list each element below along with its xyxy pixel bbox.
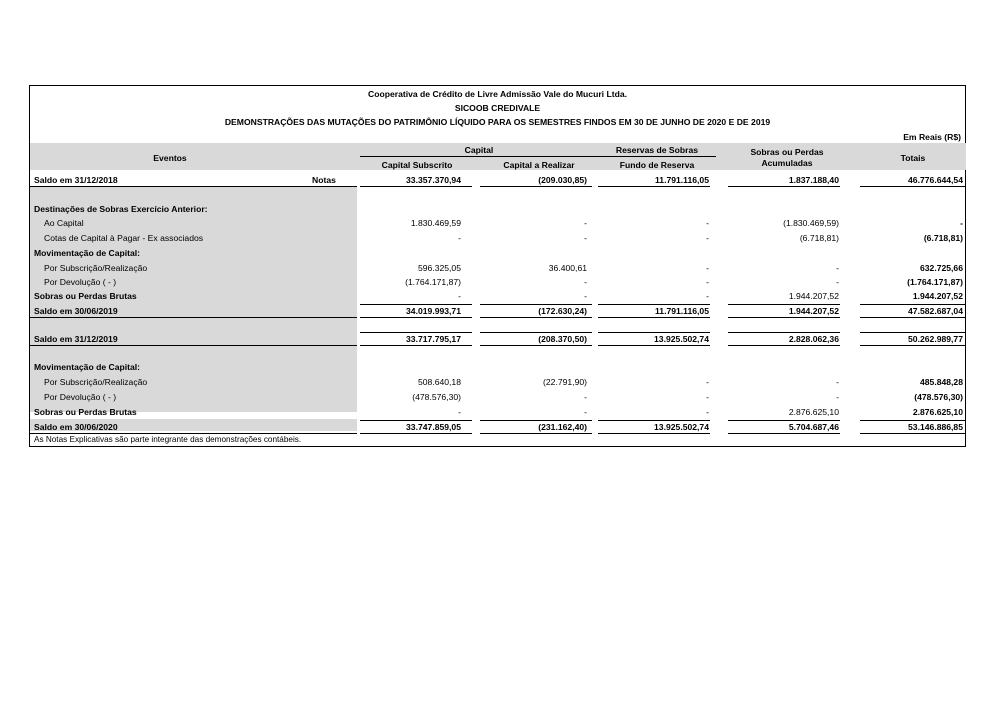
total-underline [728,345,840,346]
row-value: - [584,291,587,301]
row-value: 46.776.644,54 [908,175,963,185]
row-value: - [458,233,461,243]
total-underline [360,317,472,318]
row-value: 2.828.062,36 [788,334,839,344]
row-value: - [706,277,709,287]
row-value: (209.030,85) [538,175,587,185]
row-label: Por Devolução ( - ) [44,277,117,287]
row-label: Destinações de Sobras Exercício Anterior: [34,204,208,214]
total-underline [860,317,966,318]
total-overline [860,304,966,305]
col-totais: Totais [900,153,926,163]
label-underline [30,186,357,187]
row-value: 13.925.502,74 [654,334,709,344]
row-value: 632.725,66 [919,263,963,273]
row-value: - [584,392,587,402]
total-overline [360,304,472,305]
row-value: - [836,377,839,387]
col-sobras-2: Acumuladas [761,158,813,168]
col-capital: Capital [464,145,494,155]
total-overline [360,420,472,421]
total-underline [360,186,472,187]
row-value: 1.837.188,40 [788,175,839,185]
total-overline [728,420,840,421]
total-overline [598,420,710,421]
row-value: (172.630,24) [538,306,587,316]
label-underline [30,433,357,434]
total-overline [598,304,710,305]
total-underline [360,345,472,346]
row-value: - [960,218,963,228]
total-underline [728,317,840,318]
row-value: 50.262.989,77 [908,334,963,344]
row-value: - [836,277,839,287]
col-capital-realizar: Capital a Realizar [503,160,575,170]
row-value: (1.764.171,87) [405,277,461,287]
total-overline [360,332,472,333]
row-value: 2.876.625,10 [788,407,839,417]
row-label: Saldo em 31/12/2019 [34,334,118,344]
row-label: Movimentação de Capital: [34,362,141,372]
row-value: - [584,218,587,228]
row-value: - [706,377,709,387]
row-value: (6.718,81) [799,233,839,243]
row-value: - [836,392,839,402]
row-value: 1.944.207,52 [788,291,839,301]
row-value: 33.357.370,94 [406,175,461,185]
total-underline [598,317,710,318]
row-value: (478.576,30) [412,392,461,402]
total-overline [480,304,592,305]
total-underline [598,186,710,187]
row-label: Ao Capital [44,218,84,228]
total-underline [860,433,966,434]
total-underline [480,345,592,346]
row-value: - [836,263,839,273]
row-value: - [706,218,709,228]
total-underline [480,186,592,187]
row-value: 1.944.207,52 [788,306,839,316]
row-label: Sobras ou Perdas Brutas [34,407,137,417]
row-value: - [706,407,709,417]
row-label: Saldo em 31/12/2018 [34,175,118,185]
capital-underline [360,156,598,157]
row-value: - [706,263,709,273]
row-value: - [584,407,587,417]
row-label: Por Subscrição/Realização [44,263,148,273]
company-name: Cooperativa de Crédito de Livre Admissão Vale do Mucuri Ltda. [368,89,627,99]
total-underline [860,186,966,187]
row-value: 33.747.859,05 [406,422,461,432]
label-underline [30,317,357,318]
row-value: 13.925.502,74 [654,422,709,432]
notas-label: Notas [312,175,336,185]
row-value: 485.848,28 [919,377,963,387]
total-overline [860,420,966,421]
total-underline [480,433,592,434]
total-overline [480,332,592,333]
row-label: Sobras ou Perdas Brutas [34,291,137,301]
row-value: 508.640,18 [417,377,461,387]
total-underline [728,433,840,434]
row-value: 36.400,61 [548,263,587,273]
total-underline [360,433,472,434]
statement-title: DEMONSTRAÇÕES DAS MUTAÇÕES DO PATRIMÔNIO LÍQUIDO PARA OS SEMESTRES FINDOS EM 30 DE JUNHO DE 2020 E DE 2019 [224,117,771,127]
row-value: (1.764.171,87) [907,277,963,287]
row-value: 11.791.116,05 [654,175,709,185]
row-value: (208.370,50) [538,334,587,344]
row-label: Cotas de Capital à Pagar - Ex associados [44,233,204,243]
label-underline [30,345,357,346]
total-underline [598,345,710,346]
row-value: (6.718,81) [923,233,963,243]
col-fundo-reserva: Fundo de Reserva [619,160,695,170]
row-value: 33.717.795,17 [406,334,461,344]
row-value: 47.582.687,04 [908,306,963,316]
row-value: 11.791.116,05 [654,306,709,316]
row-label: Por Subscrição/Realização [44,377,148,387]
row-value: 596.325,05 [417,263,461,273]
row-value: (1.830.469,59) [783,218,839,228]
row-value: - [458,407,461,417]
currency-note: Em Reais (R$) [903,132,961,142]
row-value: - [706,291,709,301]
reservas-underline [598,156,716,157]
row-label: Saldo em 30/06/2020 [34,422,118,432]
row-value: 5.704.687,46 [788,422,839,432]
total-overline [728,304,840,305]
row-value: - [584,233,587,243]
total-overline [598,332,710,333]
row-label: Saldo em 30/06/2019 [34,306,118,316]
total-underline [860,345,966,346]
total-underline [480,317,592,318]
row-value: 2.876.625,10 [912,407,963,417]
row-label: Por Devolução ( - ) [44,392,117,402]
total-underline [728,186,840,187]
total-overline [728,332,840,333]
row-value: 34.019.993,71 [406,306,461,316]
row-value: 1.830.469,59 [410,218,461,228]
col-reservas: Reservas de Sobras [615,145,699,155]
statement-frame [29,85,966,447]
row-value: - [706,392,709,402]
row-value: 53.146.886,85 [908,422,963,432]
row-value: - [706,233,709,243]
system-name: SICOOB CREDIVALE [454,103,541,113]
row-value: (231.162,40) [538,422,587,432]
footnote: As Notas Explicativas são parte integrante das demonstrações contábeis. [34,435,302,444]
total-overline [860,332,966,333]
row-value: - [584,277,587,287]
col-eventos: Eventos [153,153,187,163]
row-value: - [458,291,461,301]
row-label: Movimentação de Capital: [34,248,141,258]
col-sobras-1: Sobras ou Perdas [750,147,824,157]
col-capital-subscrito: Capital Subscrito [381,160,453,170]
row-value: 1.944.207,52 [912,291,963,301]
row-value: (22.791,90) [543,377,587,387]
total-underline [598,433,710,434]
total-overline [480,420,592,421]
row-value: (478.576,30) [914,392,963,402]
